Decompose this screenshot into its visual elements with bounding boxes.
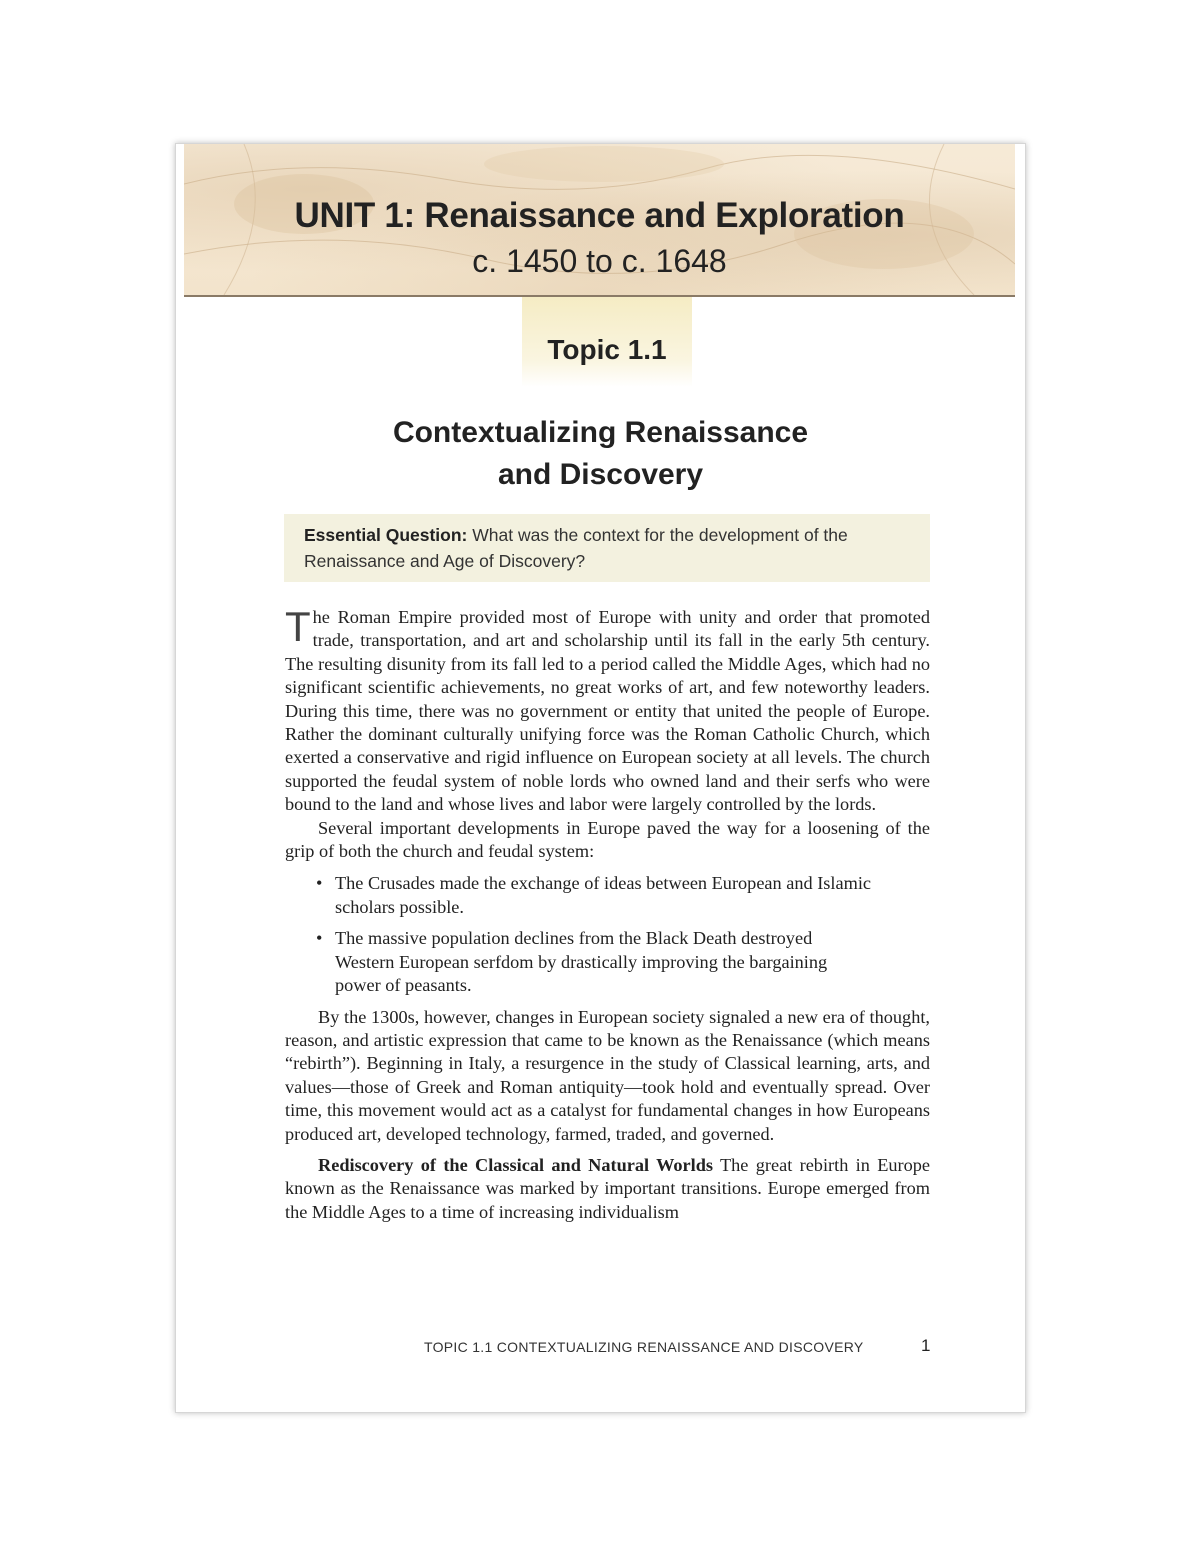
paragraph-developments: Several important developments in Europe paved the way for a loosening of the grip of both the church and feudal system:: [285, 817, 930, 862]
essential-question-box: [284, 514, 930, 582]
topic-tab: [522, 297, 692, 387]
unit-banner: [184, 144, 1015, 297]
unit-dates: c. 1450 to c. 1648: [472, 243, 727, 279]
paragraph-renaissance: By the 1300s, however, changes in European society signaled a new era of thought, reason, and artistic expression that came to be known as the Renaissance (which means “rebirth”). Beginning in Italy, a resurgence in the study of Classical learning, arts, and values—those of Greek and Roman antiquity—took hold and eventually spread. Over time, this movement would act as a catalyst for fundamental changes in how Europeans produced art, developed technology, farmed, traded, and governed.: [285, 1006, 930, 1144]
topic-title-line1: Contextualizing Renaissance: [392, 416, 809, 449]
essential-question-text: What was the context for the development of the Renaissance and Age of Discovery?: [304, 525, 848, 571]
textbook-page: [175, 143, 1026, 1413]
list-item: • The Crusades made the exchange of ideas between European and Islamic scholars possible.: [335, 872, 875, 919]
section-heading: Rediscovery of the Classical and Natural Worlds: [318, 1154, 713, 1175]
topic-title-line2: and Discovery: [497, 458, 704, 491]
running-footer: TOPIC 1.1 CONTEXTUALIZING RENAISSANCE AND DISCOVERY: [424, 1339, 864, 1355]
drop-cap: T: [285, 603, 311, 650]
paragraph-intro-text: he Roman Empire provided most of Europe with unity and order that promoted trade, transportation, and art and scholarship until its fall in the early 5th century. The resulting disunity from its fall led to a period called the Middle Ages, which had no significant scientific achievements, no great works of art, and few noteworthy leaders. During this time, there was no government or entity that united the people of Europe. Rather the dominant culturally unifying force was the Roman Catholic Church, which exerted a conservative and rigid influence on European society at all levels. The church supported the feudal system of noble lords who owned land and their serfs who were bound to the land and whose lives and labor were largely controlled by the lords.: [285, 607, 930, 815]
page-number: 1: [921, 1336, 931, 1355]
paragraph-rediscovery-text: The great rebirth in Europe known as the Renaissance was marked by important transitions. Europe emerged from the Middle Ages to a time of increasing individualism: [285, 1154, 930, 1222]
unit-name: Renaissance and Exploration: [424, 196, 905, 235]
body-text: [285, 603, 930, 1224]
topic-title: [176, 412, 1025, 496]
essential-question-label: Essential Question:: [304, 525, 468, 545]
paragraph-intro: [285, 603, 930, 817]
unit-title: [184, 196, 1015, 236]
topic-label: Topic 1.1: [547, 334, 667, 365]
unit-label: UNIT 1:: [294, 196, 415, 235]
paragraph-rediscovery: [285, 1154, 930, 1224]
list-item: • The massive population declines from the Black Death destroyed Western European serfdom by drastically improving the bargaining power of peasants.: [335, 927, 875, 997]
developments-list: [285, 872, 930, 997]
